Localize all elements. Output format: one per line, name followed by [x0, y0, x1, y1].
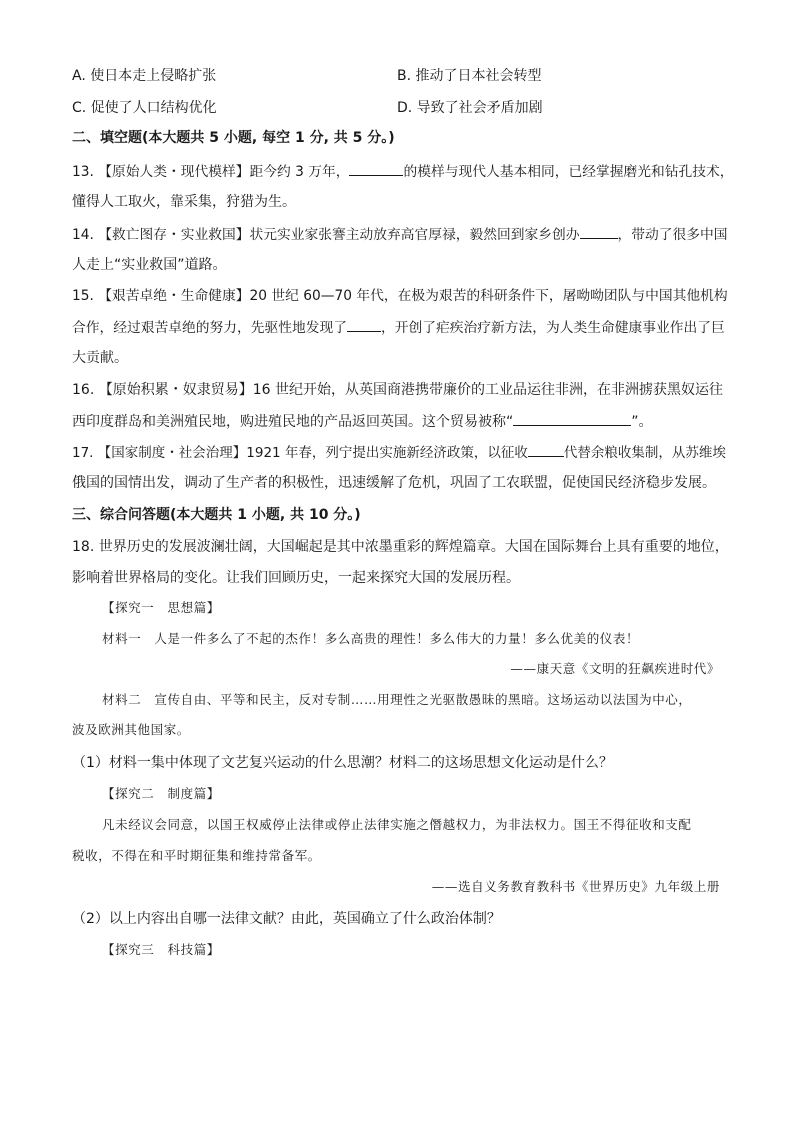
- choice-c: C. 促使了人口结构优化: [72, 100, 217, 116]
- explore-2-label: 【探究二 制度篇】: [102, 786, 220, 801]
- q17-text-after: 代替余粮收集制，从苏维埃: [563, 445, 726, 461]
- q16-line-2: [72, 411, 653, 432]
- question-18-2: （2）以上内容出自哪一法律文献？由此，英国确立了什么政治体制？: [72, 911, 501, 927]
- q17-text-before: 17. 【国家制度・社会治理】1921 年春，列宁提出实施新经济政策，以征收: [72, 445, 528, 461]
- material-3-source: ——选自义务教育教科书《世界历史》九年级上册: [431, 879, 720, 894]
- material-1: 材料一 人是一件多么了不起的杰作！多么高贵的理性！多么伟大的力量！多么优美的仪表！: [102, 631, 640, 646]
- q14-line-2: 人走上“实业救国”道路。: [72, 257, 227, 273]
- q14-answer-blank: [580, 224, 618, 239]
- question-17: [72, 442, 726, 463]
- q18-line-2: 影响着世界格局的变化。让我们回顾历史，一起来探究大国的发展历程。: [72, 570, 520, 586]
- q15-text-after: ，开创了疟疾治疗新方法，为人类生命健康事业作出了巨: [381, 320, 725, 336]
- question-18: 18. 世界历史的发展波澜壮阔，大国崛起是其中浓墨重彩的辉煌篇章。大国在国际舞台上具有重要的地位，: [72, 539, 729, 555]
- q16-text-after: ”。: [631, 414, 653, 430]
- question-14: [72, 224, 728, 245]
- q13-text-before: 13. 【原始人类・现代模样】距今约 3 万年，: [72, 164, 350, 180]
- explore-3-label: 【探究三 科技篇】: [102, 942, 220, 957]
- question-18-1: （1）材料一集中体现了文艺复兴运动的什么思潮？材料二的这场思想文化运动是什么？: [72, 755, 613, 771]
- q13-line-2: 懂得人工取火，靠采集，狩猎为生。: [72, 194, 296, 210]
- material-2: 材料二 宣传自由、平等和民主，反对专制……用理性之光驱散愚昧的黑暗。这场运动以法国为中心，: [102, 692, 692, 707]
- section-2-heading: 二、填空题(本大题共 5 小题, 每空 1 分, 共 5 分。): [72, 130, 395, 146]
- material-3: 凡未经议会同意，以国王权威停止法律或停止法律实施之僭越权力，为非法权力。国王不得征收和支配: [102, 817, 692, 832]
- material-2-line-2: 波及欧洲其他国家。: [72, 722, 190, 737]
- choice-b: B. 推动了日本社会转型: [397, 68, 542, 84]
- material-3-line-2: 税收，不得在和平时期征集和维持常备军。: [72, 848, 321, 863]
- q17-line-2: 俄国的国情出发，调动了生产者的积极性，迅速缓解了危机，巩固了工农联盟，促使国民经济稳步发展。: [72, 475, 716, 491]
- material-1-source: ——康天意《文明的狂飙疾进时代》: [510, 661, 720, 676]
- explore-1-label: 【探究一 思想篇】: [102, 600, 220, 615]
- question-13: [72, 161, 734, 182]
- choice-d: D. 导致了社会矛盾加剧: [397, 100, 543, 116]
- q15-line-2: [72, 317, 725, 338]
- q17-answer-blank: [528, 442, 564, 457]
- q15-line-3: 大贡献。: [72, 350, 128, 366]
- q15-text-before: 合作，经过艰苦卓绝的努力，先驱性地发现了: [72, 320, 348, 336]
- q14-text-before: 14. 【救亡图存・实业救国】状元实业家张謇主动放弃高官厚禄，毅然回到家乡创办: [72, 227, 580, 243]
- question-16: 16. 【原始积累・奴隶贸易】16 世纪开始，从英国商港携带廉价的工业品运往非洲，在非洲掳获黑奴运往: [72, 382, 723, 398]
- q15-answer-blank: [347, 317, 381, 332]
- q13-text-after: 的模样与现代人基本相同，已经掌握磨光和钻孔技术，: [403, 164, 734, 180]
- choice-a: A. 使日本走上侵略扩张: [72, 68, 217, 84]
- question-15: 15. 【艰苦卓绝・生命健康】20 世纪 60—70 年代，在极为艰苦的科研条件下，屠呦呦团队与中国其他机构: [72, 288, 728, 304]
- q14-text-after: ，带动了很多中国: [617, 227, 728, 243]
- q16-text-before: 西印度群岛和美洲殖民地，购进殖民地的产品返回英国。这个贸易被称“: [72, 414, 514, 430]
- q13-answer-blank: [349, 161, 403, 176]
- section-3-heading: 三、综合问答题(本大题共 1 小题, 共 10 分。): [72, 507, 361, 523]
- q16-answer-blank: [513, 411, 631, 426]
